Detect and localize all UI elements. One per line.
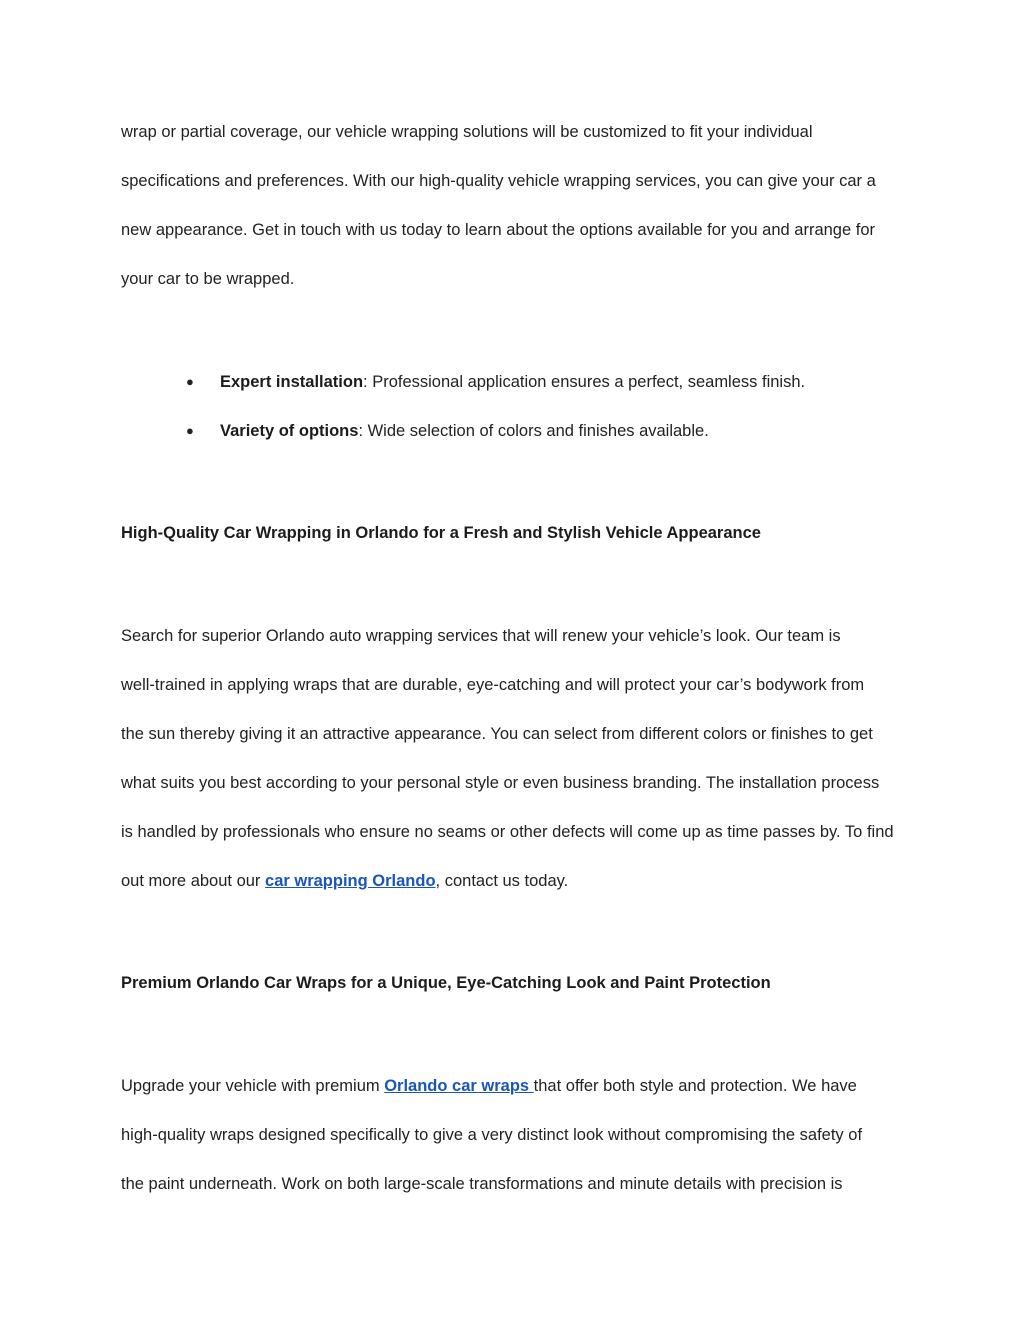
orlando-car-wraps-link[interactable]: Orlando car wraps [384,1077,534,1095]
section1-line-5: is handled by professionals who ensure no seams or other defects will come up as time passes by. To find [121,823,894,841]
section1-line-3: the sun thereby giving it an attractive appearance. You can select from different colors or finishes to get [121,725,873,743]
section2-line-1-after: that offer both style and protection. We have [533,1077,857,1095]
section2-line-2: high-quality wraps designed specifically to give a very distinct look without compromising the safety of [121,1126,863,1144]
bullet-icon: ● [186,423,194,438]
intro-line-1: wrap or partial coverage, our vehicle wrapping solutions will be customized to fit your individual [121,123,813,141]
list-item [186,421,709,441]
section1-line-6-after: , contact us today. [435,872,569,890]
section1-line-4: what suits you best according to your personal style or even business branding. The installation process [121,774,880,792]
section-heading: Premium Orlando Car Wraps for a Unique, Eye-Catching Look and Paint Protection [121,974,771,992]
section1-line-1: Search for superior Orlando auto wrapping services that will renew your vehicle’s look. Our team is [121,627,841,645]
bullet-text: : Professional application ensures a perfect, seamless finish. [363,373,806,391]
section2-line-3: the paint underneath. Work on both large-scale transformations and minute details with precision is [121,1175,843,1193]
section1-line-6-before: out more about our [121,872,266,890]
intro-line-3: new appearance. Get in touch with us today to learn about the options available for you and arrange for [121,221,875,239]
section-heading: High-Quality Car Wrapping in Orlando for a Fresh and Stylish Vehicle Appearance [121,524,761,542]
bullet-text: : Wide selection of colors and finishes available. [358,422,709,440]
bullet-title: Expert installation [220,373,364,391]
bullet-icon: ● [186,374,194,389]
intro-line-2: specifications and preferences. With our high-quality vehicle wrapping services, you can give your car a [121,172,876,190]
intro-line-4: your car to be wrapped. [121,270,295,288]
section2-line-1 [121,1076,857,1096]
section1-line-2: well-trained in applying wraps that are durable, eye-catching and will protect your car’s bodywork from [121,676,865,694]
bullet-title: Variety of options [220,422,359,440]
car-wrapping-orlando-link[interactable]: car wrapping Orlando [265,872,436,890]
section2-line-1-before: Upgrade your vehicle with premium [121,1077,385,1095]
list-item [186,372,805,392]
section1-line-6 [121,871,568,891]
